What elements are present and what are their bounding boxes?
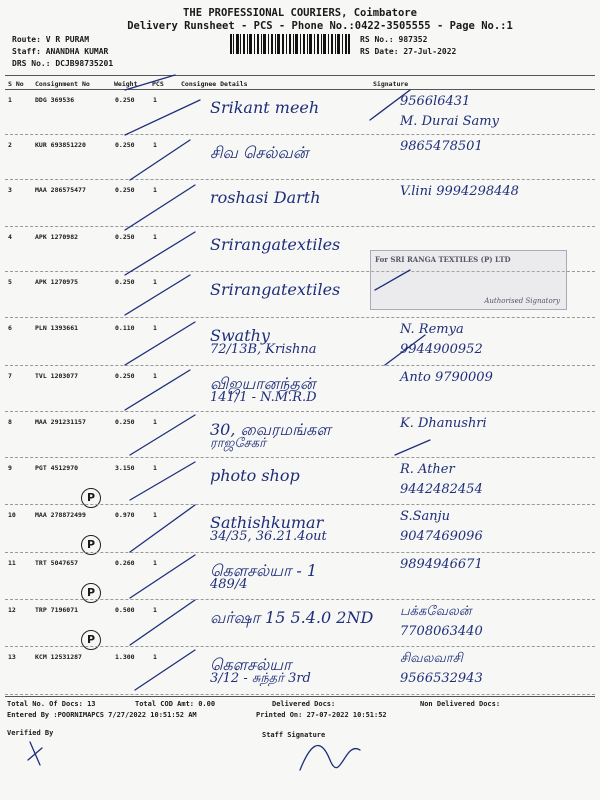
signature-phone-handwriting: 7708063440: [400, 624, 483, 639]
table-row: [5, 135, 595, 180]
s-no-cell: 2: [8, 141, 12, 149]
consignment-no-cell: DDG 369536: [35, 96, 75, 104]
consignment-no-cell: PGT 4512970: [35, 464, 79, 472]
rs-date: RS Date: 27-Jul-2022: [360, 47, 457, 56]
pcs-cell: 1: [153, 324, 157, 332]
signature-handwriting: 9865478501: [400, 139, 483, 154]
col-sno: S No: [8, 80, 24, 88]
table-row: [5, 180, 595, 227]
weight-cell: 0.250: [115, 278, 135, 286]
paid-circle-mark: P: [81, 535, 101, 555]
total-docs: Total No. Of Docs: 13: [7, 700, 96, 708]
s-no-cell: 1: [8, 96, 12, 104]
table-row: [5, 600, 595, 647]
staff-signature: Staff Signature: [262, 731, 326, 739]
total-cod: Total COD Amt: 0.00: [135, 700, 216, 708]
consignee-address-handwriting: 489/4: [210, 577, 248, 592]
consignee-handwriting: Srikant meeh: [210, 98, 320, 117]
signature-handwriting: R. Ather: [400, 462, 455, 477]
weight-cell: 0.970: [115, 511, 135, 519]
pcs-cell: 1: [153, 464, 157, 472]
s-no-cell: 8: [8, 418, 12, 426]
printed-on: Printed On: 27-07-2022 10:51:52: [256, 711, 387, 719]
s-no-cell: 5: [8, 278, 12, 286]
consignment-no-cell: APK 1270982: [35, 233, 79, 241]
consignee-handwriting: விஜயானந்தன்: [210, 374, 316, 393]
s-no-cell: 7: [8, 372, 12, 380]
table-row: [5, 90, 595, 135]
signature-handwriting: பக்கவேலன்: [400, 604, 472, 619]
paid-circle-mark: P: [81, 630, 101, 650]
col-weight: Weight: [114, 80, 138, 88]
non-delivered-docs: Non Delivered Docs:: [420, 700, 501, 708]
pcs-cell: 1: [153, 418, 157, 426]
weight-cell: 0.250: [115, 96, 135, 104]
s-no-cell: 3: [8, 186, 12, 194]
runsheet-title: Delivery Runsheet - PCS - Phone No.:0422-3505555 - Page No.:1: [127, 20, 513, 32]
stamp-signatory: Authorised Signatory: [484, 297, 560, 305]
col-signature: Signature: [373, 80, 409, 88]
consignee-handwriting: Swathy: [210, 326, 270, 345]
pcs-cell: 1: [153, 372, 157, 380]
row-separator: [5, 694, 595, 695]
consignment-no-cell: PLN 1393661: [35, 324, 79, 332]
signature-handwriting: V.lini 9994298448: [400, 184, 519, 199]
weight-cell: 0.250: [115, 233, 135, 241]
signature-handwriting: N. Remya: [400, 322, 464, 337]
header-rule-top: [5, 75, 595, 76]
staff-pen-signature: [300, 746, 360, 770]
consignment-no-cell: TVL 1203077: [35, 372, 79, 380]
pcs-cell: 1: [153, 559, 157, 567]
table-row: [5, 366, 595, 412]
consignee-address-handwriting: ராஜசேகர்: [210, 436, 266, 451]
rs-number: RS No.: 987352: [360, 35, 428, 44]
s-no-cell: 12: [8, 606, 16, 614]
table-row: [5, 647, 595, 695]
signature-handwriting: K. Dhanushri: [400, 416, 487, 431]
table-row: [5, 318, 595, 366]
weight-cell: 0.250: [115, 372, 135, 380]
entered-by: Entered By :POORNIMAPCS 7/27/2022 10:51:52 AM: [7, 711, 197, 719]
consignee-handwriting: கௌசல்யா: [210, 655, 292, 674]
paid-circle-mark: P: [81, 488, 101, 508]
col-pcs: PCS: [152, 80, 164, 88]
weight-cell: 0.110: [115, 324, 135, 332]
signature-phone-handwriting: M. Durai Samy: [400, 114, 499, 129]
col-consignee: Consignee Details: [181, 80, 248, 88]
consignee-handwriting: 30, வைரமங்கள: [210, 420, 331, 439]
signature-handwriting: சிவலவாசி: [400, 651, 463, 666]
weight-cell: 0.250: [115, 141, 135, 149]
signature-phone-handwriting: 9442482454: [400, 482, 483, 497]
signature-phone-handwriting: 9047469096: [400, 529, 483, 544]
signature-handwriting: 9566l6431: [400, 94, 471, 109]
col-consignment: Consignment No: [35, 80, 90, 88]
drs-number: DRS No.: DCJB98735201: [12, 59, 114, 68]
consignment-no-cell: KCM 12531287: [35, 653, 82, 661]
pcs-cell: 1: [153, 96, 157, 104]
consignee-handwriting: Sathishkumar: [210, 513, 324, 532]
weight-cell: 0.260: [115, 559, 135, 567]
pcs-cell: 1: [153, 606, 157, 614]
signature-phone-handwriting: 9566532943: [400, 671, 483, 686]
consignee-handwriting: சிவ செல்வன்: [210, 143, 309, 162]
s-no-cell: 4: [8, 233, 12, 241]
weight-cell: 1.300: [115, 653, 135, 661]
stamp-company: For SRI RANGA TEXTILES (P) LTD: [375, 255, 511, 264]
consignment-no-cell: KUR 693851220: [35, 141, 86, 149]
weight-cell: 0.250: [115, 418, 135, 426]
table-row: [5, 553, 595, 600]
signature-phone-handwriting: 9944900952: [400, 342, 483, 357]
consignment-no-cell: MAA 286575477: [35, 186, 86, 194]
company-stamp: [370, 250, 567, 310]
table-row: [5, 458, 595, 505]
pcs-cell: 1: [153, 141, 157, 149]
consignee-handwriting: roshasi Darth: [210, 188, 321, 207]
pcs-cell: 1: [153, 186, 157, 194]
signature-handwriting: S.Sanju: [400, 509, 451, 524]
consignee-handwriting: photo shop: [210, 466, 300, 485]
weight-cell: 0.500: [115, 606, 135, 614]
verified-signature: [28, 742, 42, 765]
weight-cell: 0.250: [115, 186, 135, 194]
consignment-no-cell: MAA 278872499: [35, 511, 86, 519]
verified-by: Verified By: [7, 729, 54, 737]
pcs-cell: 1: [153, 653, 157, 661]
consignment-no-cell: MAA 291231157: [35, 418, 86, 426]
consignee-handwriting: கௌசல்யா - 1: [210, 561, 318, 580]
consignment-no-cell: APK 1270975: [35, 278, 79, 286]
s-no-cell: 13: [8, 653, 16, 661]
route-label: Route: V R PURAM: [12, 35, 90, 44]
weight-cell: 3.150: [115, 464, 135, 472]
consignee-handwriting: வர்ஷா 15 5.4.0 2ND: [210, 608, 374, 627]
consignment-no-cell: TRP 7196071: [35, 606, 79, 614]
consignee-address-handwriting: 141/1 - N.M.R.D: [210, 390, 317, 405]
consignment-no-cell: TRT 5047657: [35, 559, 79, 567]
s-no-cell: 10: [8, 511, 16, 519]
staff-label: Staff: ANANDHA KUMAR: [12, 47, 109, 56]
table-row: [5, 412, 595, 458]
pcs-cell: 1: [153, 511, 157, 519]
company-title: THE PROFESSIONAL COURIERS, Coimbatore: [183, 7, 417, 19]
s-no-cell: 11: [8, 559, 16, 567]
consignee-handwriting: Srirangatextiles: [210, 235, 341, 254]
signature-handwriting: 9894946671: [400, 557, 483, 572]
pcs-cell: 1: [153, 233, 157, 241]
consignee-address-handwriting: 72/13B, Krishna: [210, 342, 317, 357]
consignee-address-handwriting: 34/35, 36.21.4out: [210, 529, 327, 544]
signature-handwriting: Anto 9790009: [400, 370, 493, 385]
table-row: [5, 505, 595, 553]
delivered-docs: Delivered Docs:: [272, 700, 336, 708]
consignee-handwriting: Srirangatextiles: [210, 280, 341, 299]
paid-circle-mark: P: [81, 583, 101, 603]
consignee-address-handwriting: 3/12 - சுந்தர் 3rd: [210, 671, 311, 686]
pcs-cell: 1: [153, 278, 157, 286]
s-no-cell: 9: [8, 464, 12, 472]
barcode: [230, 34, 350, 54]
footer-rule: [5, 696, 595, 697]
s-no-cell: 6: [8, 324, 12, 332]
